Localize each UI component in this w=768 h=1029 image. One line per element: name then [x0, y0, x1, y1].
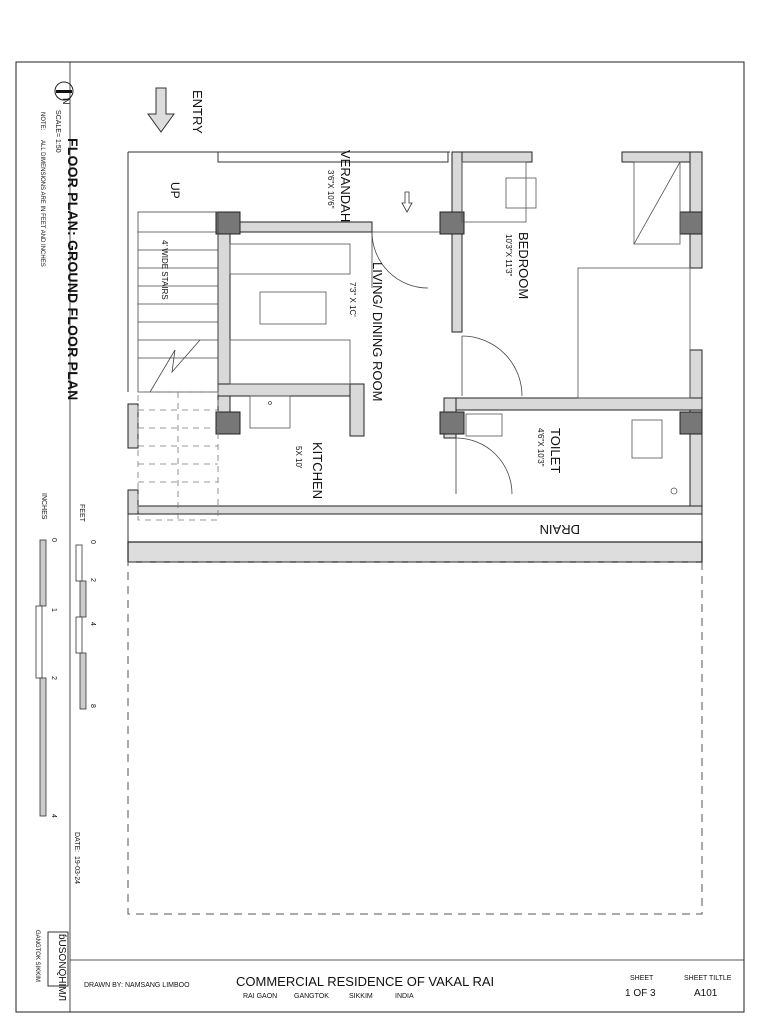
note-text: ALL DIMENSIONS ARE IN FEET AND INCHES [39, 140, 45, 267]
living-name: LIVING/ DINING ROOM [370, 262, 385, 402]
drain-label: DRAIN [539, 522, 580, 537]
bedroom-name: BEDROOM [516, 232, 531, 300]
toilet-name: TOILET [548, 428, 563, 474]
drain-band [128, 514, 702, 542]
project-title: COMMERCIAL RESIDENCE OF VAKAL RAI [236, 974, 495, 989]
stamp-city: GANGTOK SIKKIM [34, 930, 40, 982]
stairs-label: 4' WIDE STAIRS [160, 240, 169, 300]
scale-label: SCALE= 1:50 [54, 110, 61, 153]
feet-tick-8: 8 [89, 704, 96, 708]
date-value: 19-03-24 [73, 856, 80, 885]
walls [128, 152, 702, 514]
drain-slab [128, 542, 702, 562]
inches-tick-2: 2 [50, 676, 57, 680]
sheet-title-label: SHEET TILTLE [684, 975, 732, 982]
inches-tick-4: 4 [50, 814, 57, 818]
verandah-name: VERANDAH [338, 150, 353, 223]
bedroom-size: 10'3"X 11'3" [504, 234, 513, 277]
future-extension-outline [128, 562, 702, 914]
sheet-label: SHEET [630, 975, 654, 982]
inches-tick-1: 1 [50, 608, 57, 612]
toilet-size: 4'6"X 10'3" [536, 428, 545, 467]
kitchen-name: KITCHEN [310, 442, 325, 500]
note-label: NOTE: [39, 112, 45, 131]
kitchen-size: 5X 10' [294, 446, 303, 469]
verandah-size: 3'6"X 10'6" [326, 170, 335, 209]
sheet-title-value: A101 [694, 988, 718, 999]
drawn-by: DRAWN BY: NAMSANG LIMBOO [84, 982, 190, 989]
location-village: RAI GAON [243, 993, 278, 1000]
feet-tick-0: 0 [89, 540, 96, 544]
north-label: N [61, 98, 71, 105]
location-state: SIKKIM [349, 993, 373, 1000]
door-arrow-icon [402, 192, 412, 212]
stair-landing [138, 392, 218, 520]
location-country: INDIA [395, 993, 414, 1000]
entry-label: ENTRY [190, 90, 205, 134]
entry-arrow-icon [148, 88, 174, 132]
feet-tick-4: 4 [89, 622, 96, 626]
inches-label: INCHES [40, 493, 47, 520]
date-label: DATE: [73, 832, 80, 853]
drawing-title: FLOOR PLAN: GROUND FLOOR PLAN [65, 138, 81, 401]
stairs-up-label: UP [168, 182, 182, 199]
location-city: GANGTOK [294, 993, 329, 1000]
inches-tick-0: 0 [50, 538, 57, 542]
sheet-value: 1 OF 3 [625, 988, 656, 999]
scale-bar-feet [76, 545, 86, 709]
feet-label: FEET [78, 504, 85, 522]
stamp-text: ɓUSONQHIMЛ [56, 934, 67, 1002]
scale-bar-inches [36, 540, 46, 816]
feet-tick-2: 2 [89, 578, 96, 582]
doors [372, 232, 522, 494]
stairs [138, 212, 218, 392]
living-size: 7'3" X 1C' [348, 282, 357, 317]
